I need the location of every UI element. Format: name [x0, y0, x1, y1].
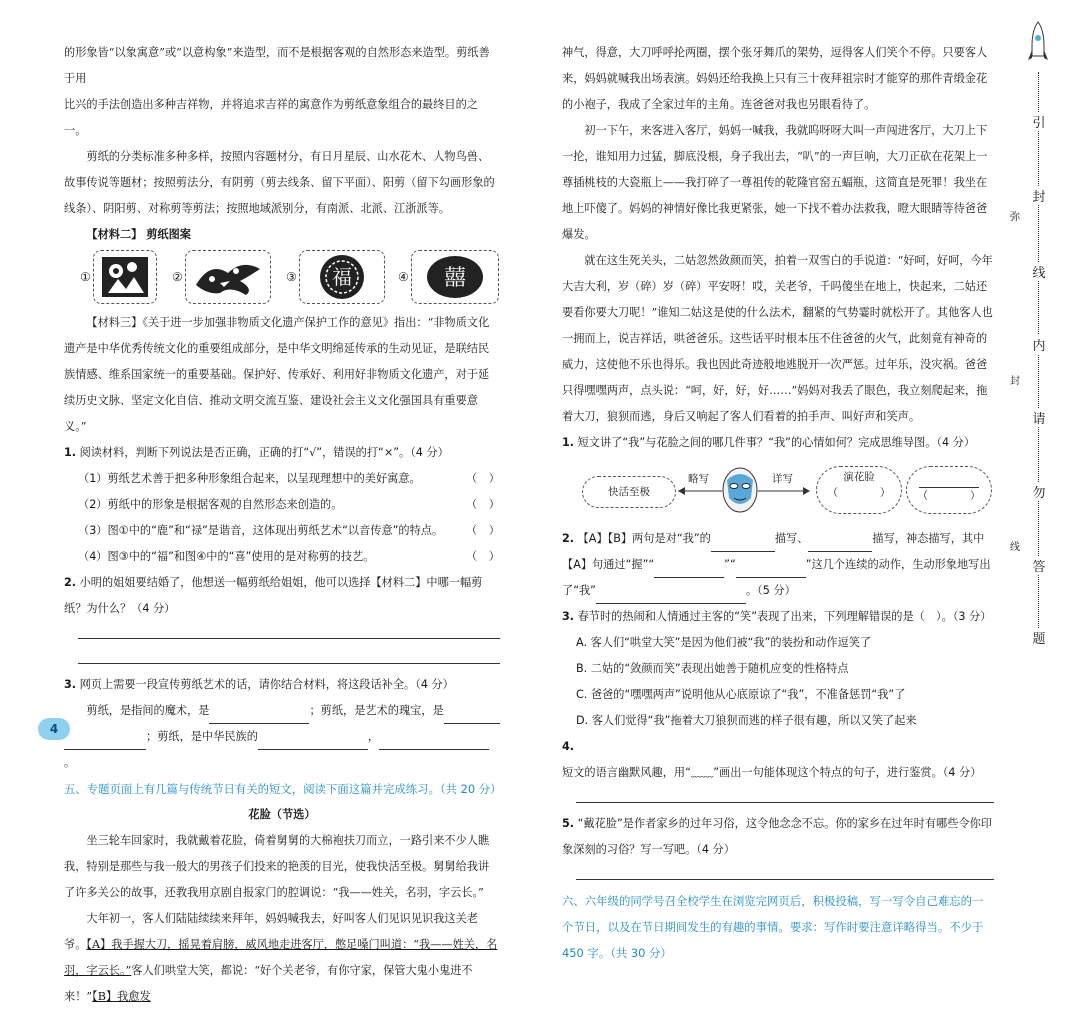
fu-character-papercut-image: [299, 250, 385, 304]
q3-blank-3[interactable]: [64, 735, 146, 750]
q3-blank-5[interactable]: [379, 735, 489, 750]
rocket-icon: [1028, 20, 1048, 66]
intro-line-1: 的形象皆“以象寓意”或“以意构象”来造型，而不是根据客观的自然形态来造型。剪纸善于用: [64, 46, 490, 85]
right-question-2: 2. 【A】【B】两句是对“我”的 描写、 描写，神态描写，其中【A】句通过“握”“ ”“ ”这几个连续的动作，生动形象地写出了“我” 。（5 分）: [562, 526, 994, 604]
q1-statement-1: （1）剪纸艺术善于把多种形象组合起来，以呈现理想中的美好寓意。 （ ）: [64, 466, 500, 492]
q3-choice-d[interactable]: D. 客人们觉得“我”拖着大刀狼狈而逃的样子很有趣，所以又笑了起来: [576, 714, 917, 727]
fu-character: 福: [331, 265, 352, 289]
q2-blank-1[interactable]: [711, 537, 775, 552]
q4-answer-line[interactable]: [576, 786, 994, 803]
essay-title: 花脸（节选）: [248, 808, 316, 821]
papercut-3: [286, 250, 385, 304]
margin-char-7: 答: [1030, 556, 1048, 575]
papercut-images-row: [64, 250, 500, 306]
binding-margin: [1010, 0, 1070, 763]
q3-choice-c[interactable]: C. 爸爸的“嘿嘿两声”说明他从心底原谅了“我”，不准备惩罚“我”了: [576, 688, 906, 701]
margin-char-1: 引: [1030, 112, 1048, 131]
margin-char-5: 请: [1030, 408, 1048, 427]
q3-blank-2[interactable]: [444, 709, 500, 724]
q2-answer-line-2[interactable]: [78, 647, 500, 664]
q2-answer-line-1[interactable]: [78, 622, 500, 639]
deer-tree-papercut-image: [93, 250, 157, 304]
q2-blank-2[interactable]: [808, 537, 872, 552]
essay-continuation: 神气，得意，大刀呼呼抡两圈，摆个张牙舞爪的架势，逗得客人们笑个不停。只要客人来，妈妈就喊我出场表演。妈妈还给我换上只有三十夜拜祖宗时才能穿的那件青缎金花的小袍子，我成了全家过年的主角。连爸爸对我也另眼看待了。: [562, 46, 988, 111]
q3-fill-line-2: ；剪纸，是中华民族的 ，。: [64, 724, 500, 776]
right-question-3: 3. 春节时的热闹和人情通过主客的“笑”表现了出来，下列理解错误的是（ ）。（3 分）: [562, 610, 992, 623]
mind-map-detailed-label: 详写: [772, 473, 793, 485]
papercut-1-number: ①: [80, 270, 91, 284]
q3-fill-line-1: 剪纸，是指间的魔术，是 ；剪纸，是艺术的瑰宝，是: [64, 698, 500, 724]
margin-inner-char-3: 线: [1008, 538, 1022, 553]
papercut-2: [172, 250, 271, 304]
page-number-badge: 4: [38, 718, 70, 740]
material2-title: 【材料二】 剪纸图案: [86, 228, 191, 241]
sentence-a: 【A】我手握大刀，摇晃着肩膀，威风地走进客厅，憋足嗓门叫道：“我——姓关，名羽，字云长。”: [64, 938, 498, 977]
q5-answer-line[interactable]: [576, 863, 994, 880]
q3-blank-4[interactable]: [258, 735, 368, 750]
mind-map-node-face: 演花脸 （ ）: [816, 466, 902, 514]
q1-statement-4: （4）图③中的“福”和图④中的“喜”使用的是对称剪的技艺。 （ ）: [64, 544, 500, 570]
mind-map-brief-label: 略写: [688, 473, 709, 485]
margin-char-8: 题: [1030, 628, 1048, 647]
papercut-1: [80, 250, 157, 304]
right-question-1: 1. 短文讲了“我”与花脸之间的哪几件事？“我”的心情如何？完成思维导图。（4 分）: [562, 436, 976, 449]
papercut-3-number: ③: [286, 270, 297, 284]
q1-answer-box-3[interactable]: （ ）: [466, 524, 500, 537]
q3-choice-a[interactable]: A. 客人们“哄堂大笑”是因为他们被“我”的装扮和动作逗笑了: [576, 636, 872, 649]
q1-answer-box-4[interactable]: （ ）: [466, 550, 500, 563]
phoenix-papercut-image: [185, 250, 271, 304]
essay-paragraph-2: 大年初一，客人们陆陆续续来拜年，妈妈喊我去，好叫客人们见识见识我这关老爷。【A】我手握大刀，摇晃着肩膀，威风地走进客厅，憋足嗓门叫道：“我——姓关，名羽，字云长。”客人们哄堂大笑，都说：“好个关老爷，有你守家，保管大鬼小鬼进不来！”【B】我愈发: [64, 912, 498, 1003]
double-happiness-papercut-image: [411, 250, 499, 304]
right-column: [562, 40, 994, 966]
right-question-4: 4. 短文的语言幽默风趣，用“﹏﹏”画出一句能体现这个特点的句子，进行鉴赏。（4 分）: [562, 740, 982, 779]
intro-line-2: 比兴的手法创造出多种吉祥物，并将追求吉祥的寓意作为剪纸意象组合的最终目的之一。: [64, 98, 478, 137]
q3-choice-b[interactable]: B. 二姑的“敛颜而笑”表现出她善于随机应变的性格特点: [576, 662, 849, 675]
margin-inner-char-1: 弥: [1008, 208, 1022, 223]
question-2: 2. 小明的姐姐要结婚了，他想送一幅剪纸给姐姐，他可以选择【材料二】中哪一幅剪纸？为什么？（4 分）: [64, 576, 483, 615]
material3-paragraph: 【材料三】《关于进一步加强非物质文化遗产保护工作的意见》指出：“非物质文化遗产是中华优秀传统文化的重要组成部分，是中华文明绵延传承的生动见证，是联结民族情感、维系国家统一的重要基础。保护好、传承好、利用好非物质文化遗产，对于延续历史文脉、坚定文化自信、推动文明交流互鉴、建设社会主义文化强国具有重要意义。”: [64, 316, 490, 433]
papercut-4: [398, 250, 499, 304]
q1-statement-3: （3）图①中的“鹿”和“禄”是谐音，这体现出剪纸艺术“以音传意”的特点。 （ ）: [64, 518, 500, 544]
q1-statement-2: （2）剪纸中的形象是根据客观的自然形态来创造的。 （ ）: [64, 492, 500, 518]
margin-char-2: 封: [1030, 186, 1048, 205]
q1-answer-box-1[interactable]: （ ）: [466, 472, 500, 485]
essay-paragraph-1: 坐三轮车回家时，我就戴着花脸，倚着舅舅的大棉袍扶刀而立，一路引来不少人瞧我，特别是那些与我一般大的男孩子们投来的艳羡的目光，使我快活至极。舅舅给我讲了许多关公的故事，还教我用京剧自报家门的腔调说：“我——姓关，名羽，字云长。”: [64, 834, 490, 899]
margin-char-4: 内: [1030, 335, 1048, 354]
margin-inner-char-2: 封: [1008, 372, 1022, 387]
paper-cutting-classification-paragraph: 剪纸的分类标准多种多样，按照内容题材分，有日月星辰、山水花木、人物鸟兽、故事传说等题材；按照剪法分，有阴剪（剪去线条、留下平面）、阳剪（留下勾画形象的线条）、阴阳剪、对称剪等剪法；按照地域派别分，有南派、北派、江浙派等。: [64, 150, 495, 215]
xi-character: 囍: [443, 266, 466, 291]
mind-map-blank-2[interactable]: [919, 473, 979, 488]
essay-paragraph-4: 初一下午，来客进入客厅，妈妈一喊我，我就呜呀呀大叫一声闯进客厅，大刀上下一抡，谁知用力过猛，脚底没根，身子我出去，“叭”的一声巨响，大刀正砍在花架上一尊插桃枝的大瓷瓶上——我打碎了一尊祖传的乾隆官窑五蝠瓶，这简直是死罪！我坐在地上吓傻了。妈妈的神情好像比我更紧张，她一下找不着办法救我，瞪大眼睛等待爸爸爆发。: [562, 124, 988, 241]
papercut-2-number: ②: [172, 270, 183, 284]
section-5-heading: 五、专题页面上有几篇与传统节日有关的短文，阅读下面这篇并完成练习。（共 20 分）: [64, 782, 502, 796]
left-column: [64, 40, 500, 1010]
mind-map-left-node: 快活至极: [582, 476, 676, 508]
margin-char-3: 线: [1030, 262, 1048, 281]
q3-blank-1[interactable]: [209, 709, 309, 724]
section-6-heading: 六、六年级的同学号召全校学生在浏览完网页后，积极投稿，写一写令自己难忘的一个节日，以及在节日期间发生的有趣的事情。要求：写作时要注意详略得当。不少于 450 字。（共 30 分）: [562, 894, 984, 960]
mind-map-blank-3[interactable]: （ ）: [917, 490, 981, 502]
margin-char-6: 勿: [1030, 482, 1048, 501]
question-3: 3. 网页上需要一段宣传剪纸艺术的话，请你结合材料，将这段话补全。（4 分）: [64, 678, 454, 691]
right-question-5: 5. “戴花脸”是作者家乡的过年习俗，这令他念念不忘。你的家乡在过年时有哪些令你印象深刻的习俗？写一写吧。（4 分）: [562, 817, 992, 856]
question-1: 1. 阅读材料，判断下列说法是否正确，正确的打“√”，错误的打“×”。（4 分）: [64, 446, 449, 459]
q2-blank-5[interactable]: [596, 589, 746, 604]
q2-blank-4[interactable]: [736, 563, 806, 578]
mind-map-node-2: [906, 466, 992, 514]
q2-blank-3[interactable]: [654, 563, 724, 578]
papercut-4-number: ④: [398, 270, 409, 284]
essay-paragraph-5: 就在这生死关头，二姑忽然敛颜而笑，拍着一双雪白的手说道：“好呵，好呵，今年大吉大利，岁（碎）岁（碎）平安呀！哎，关老爷，千吗傻坐在地上，快起来，二姑还要看你要大刀呢！”谁知二姑这是使的什么法术，翻紧的气势霎时就松开了。其他客人也一拥而上，说吉祥话，哄爸爸乐。这些话平时根本压不住爸爸的火气，此刻竟有神奇的威力，这使他不乐也得乐。我也因此奇迹般地逃脱开一次严惩。过年乐，没灾祸。爸爸只得嘿嘿两声，点头说：“呵，好，好，好……”妈妈对我丢了眼色，我立刻爬起来，拖着大刀，狼狈而逃，身后又响起了客人们看着的拍手声、叫好声和笑声。: [562, 254, 993, 423]
q1-answer-box-2[interactable]: （ ）: [466, 498, 500, 511]
sentence-b-start: 【B】我愈发: [92, 990, 151, 1003]
mind-map-blank-1[interactable]: （ ）: [827, 487, 891, 499]
mind-map: [562, 458, 994, 522]
